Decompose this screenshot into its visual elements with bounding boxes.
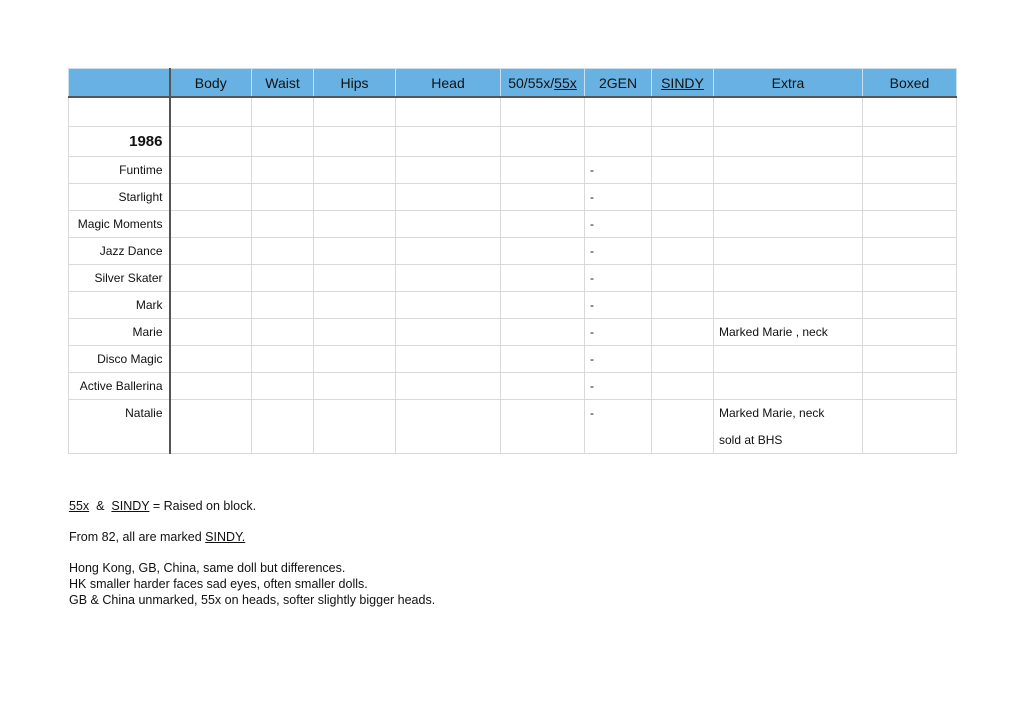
cell-sindy [652, 156, 714, 183]
cell-head [396, 291, 501, 318]
table-row [69, 372, 957, 399]
cell-sindy [652, 210, 714, 237]
note-from82: From 82, all are marked [69, 530, 206, 544]
cell-sizes [501, 372, 585, 399]
table-row [69, 318, 957, 345]
cell-head [396, 237, 501, 264]
cell-boxed [863, 237, 957, 264]
cell-label [69, 97, 170, 126]
cell-sindy [652, 237, 714, 264]
cell-boxed [863, 210, 957, 237]
cell-hips [314, 264, 396, 291]
cell-waist [252, 126, 314, 156]
cell-hips [314, 156, 396, 183]
cell-gen2: - [585, 345, 652, 372]
cell-extra: Marked Marie , neck [714, 318, 863, 345]
cell-hips [314, 345, 396, 372]
table-header-row [69, 69, 957, 98]
cell-boxed [863, 318, 957, 345]
cell-gen2: - [585, 264, 652, 291]
note-para-3: GB & China unmarked, 55x on heads, softer slightly bigger heads. [69, 593, 436, 607]
cell-extra [714, 237, 863, 264]
cell-body [170, 97, 252, 126]
cell-gen2: - [585, 291, 652, 318]
header-head: Head [396, 69, 501, 98]
cell-label: Magic Moments [69, 210, 170, 237]
cell-head [396, 126, 501, 156]
note-raised-text: = Raised on block. [152, 499, 257, 513]
cell-hips [314, 291, 396, 318]
cell-body [170, 126, 252, 156]
cell-sizes [501, 126, 585, 156]
header-sindy: SINDY [652, 69, 714, 98]
table-row [69, 291, 957, 318]
cell-hips [314, 399, 396, 453]
cell-extra [714, 399, 863, 453]
cell-head [396, 156, 501, 183]
cell-head [396, 264, 501, 291]
header-waist: Waist [252, 69, 314, 98]
cell-label: Marie [69, 318, 170, 345]
note-55x: 55x [69, 499, 90, 513]
cell-sizes [501, 345, 585, 372]
table-row [69, 210, 957, 237]
header-sizes [501, 69, 585, 98]
cell-sindy [652, 399, 714, 453]
note-para-1: Hong Kong, GB, China, same doll but differences. [69, 561, 346, 575]
cell-body [170, 291, 252, 318]
cell-head [396, 399, 501, 453]
header-body: Body [170, 69, 252, 98]
cell-sindy [652, 372, 714, 399]
cell-label: Silver Skater [69, 264, 170, 291]
table-row [69, 183, 957, 210]
cell-hips [314, 210, 396, 237]
cell-extra [714, 264, 863, 291]
cell-label: Natalie [69, 399, 170, 453]
table-row [69, 264, 957, 291]
cell-gen2: - [585, 237, 652, 264]
header-label-cell [69, 69, 170, 98]
cell-waist [252, 399, 314, 453]
cell-gen2: - [585, 156, 652, 183]
cell-boxed [863, 399, 957, 453]
cell-hips [314, 318, 396, 345]
note-sindy: SINDY [111, 499, 150, 513]
cell-waist [252, 237, 314, 264]
doll-table [68, 68, 957, 454]
cell-waist [252, 372, 314, 399]
cell-label: Starlight [69, 183, 170, 210]
cell-boxed [863, 345, 957, 372]
cell-gen2 [585, 97, 652, 126]
cell-hips [314, 97, 396, 126]
cell-sizes [501, 264, 585, 291]
cell-hips [314, 183, 396, 210]
cell-sizes [501, 291, 585, 318]
cell-body [170, 318, 252, 345]
cell-extra [714, 97, 863, 126]
cell-label: Mark [69, 291, 170, 318]
extra-line1: Marked Marie, neck [719, 405, 825, 420]
note-sindy-underlined: SINDY. [205, 530, 246, 544]
cell-boxed [863, 372, 957, 399]
cell-hips [314, 237, 396, 264]
cell-label: Funtime [69, 156, 170, 183]
cell-boxed [863, 156, 957, 183]
cell-body [170, 372, 252, 399]
cell-sizes [501, 210, 585, 237]
cell-label: Jazz Dance [69, 237, 170, 264]
table-row [69, 345, 957, 372]
cell-head [396, 372, 501, 399]
cell-head [396, 345, 501, 372]
cell-sindy [652, 183, 714, 210]
cell-gen2: - [585, 399, 652, 453]
cell-hips [314, 372, 396, 399]
table-row [69, 237, 957, 264]
cell-head [396, 183, 501, 210]
cell-extra [714, 291, 863, 318]
cell-sindy [652, 126, 714, 156]
cell-boxed [863, 183, 957, 210]
cell-extra [714, 372, 863, 399]
header-sizes-plain: 50/55x/ [508, 74, 555, 91]
cell-sizes [501, 156, 585, 183]
cell-extra [714, 345, 863, 372]
cell-body [170, 156, 252, 183]
table-row [69, 399, 957, 453]
cell-sizes [501, 318, 585, 345]
cell-waist [252, 264, 314, 291]
cell-waist [252, 318, 314, 345]
note-marked-sindy [69, 529, 435, 545]
cell-extra [714, 183, 863, 210]
cell-boxed [863, 126, 957, 156]
note-raised-on-block [69, 498, 435, 514]
cell-body [170, 399, 252, 453]
cell-body [170, 237, 252, 264]
cell-sindy [652, 291, 714, 318]
cell-extra [714, 156, 863, 183]
header-sizes-underlined: 55x [554, 74, 577, 91]
notes [69, 498, 435, 608]
cell-head [396, 318, 501, 345]
header-hips: Hips [314, 69, 396, 98]
table-row [69, 156, 957, 183]
cell-sizes [501, 183, 585, 210]
cell-gen2: - [585, 183, 652, 210]
cell-gen2 [585, 126, 652, 156]
header-2gen: 2GEN [585, 69, 652, 98]
cell-extra [714, 126, 863, 156]
cell-gen2: - [585, 210, 652, 237]
cell-boxed [863, 97, 957, 126]
cell-waist [252, 345, 314, 372]
cell-label: 1986 [69, 126, 170, 156]
cell-waist [252, 291, 314, 318]
cell-body [170, 210, 252, 237]
cell-waist [252, 156, 314, 183]
cell-extra [714, 210, 863, 237]
cell-label: Active Ballerina [69, 372, 170, 399]
cell-boxed [863, 291, 957, 318]
header-extra: Extra [714, 69, 863, 98]
cell-sindy [652, 318, 714, 345]
cell-label: Disco Magic [69, 345, 170, 372]
table-row-year [69, 126, 957, 156]
header-boxed: Boxed [863, 69, 957, 98]
cell-hips [314, 126, 396, 156]
cell-head [396, 210, 501, 237]
cell-body [170, 264, 252, 291]
cell-boxed [863, 264, 957, 291]
cell-waist [252, 210, 314, 237]
note-amp: & [96, 499, 105, 513]
cell-body [170, 183, 252, 210]
cell-sindy [652, 264, 714, 291]
cell-gen2: - [585, 318, 652, 345]
cell-gen2: - [585, 372, 652, 399]
cell-sindy [652, 345, 714, 372]
note-para-2: HK smaller harder faces sad eyes, often smaller dolls. [69, 577, 368, 591]
cell-waist [252, 97, 314, 126]
table-row-blank [69, 97, 957, 126]
cell-sizes [501, 399, 585, 453]
cell-head [396, 97, 501, 126]
cell-body [170, 345, 252, 372]
cell-waist [252, 183, 314, 210]
cell-sizes [501, 237, 585, 264]
extra-line2: sold at BHS [719, 432, 783, 447]
cell-sizes [501, 97, 585, 126]
cell-sindy [652, 97, 714, 126]
